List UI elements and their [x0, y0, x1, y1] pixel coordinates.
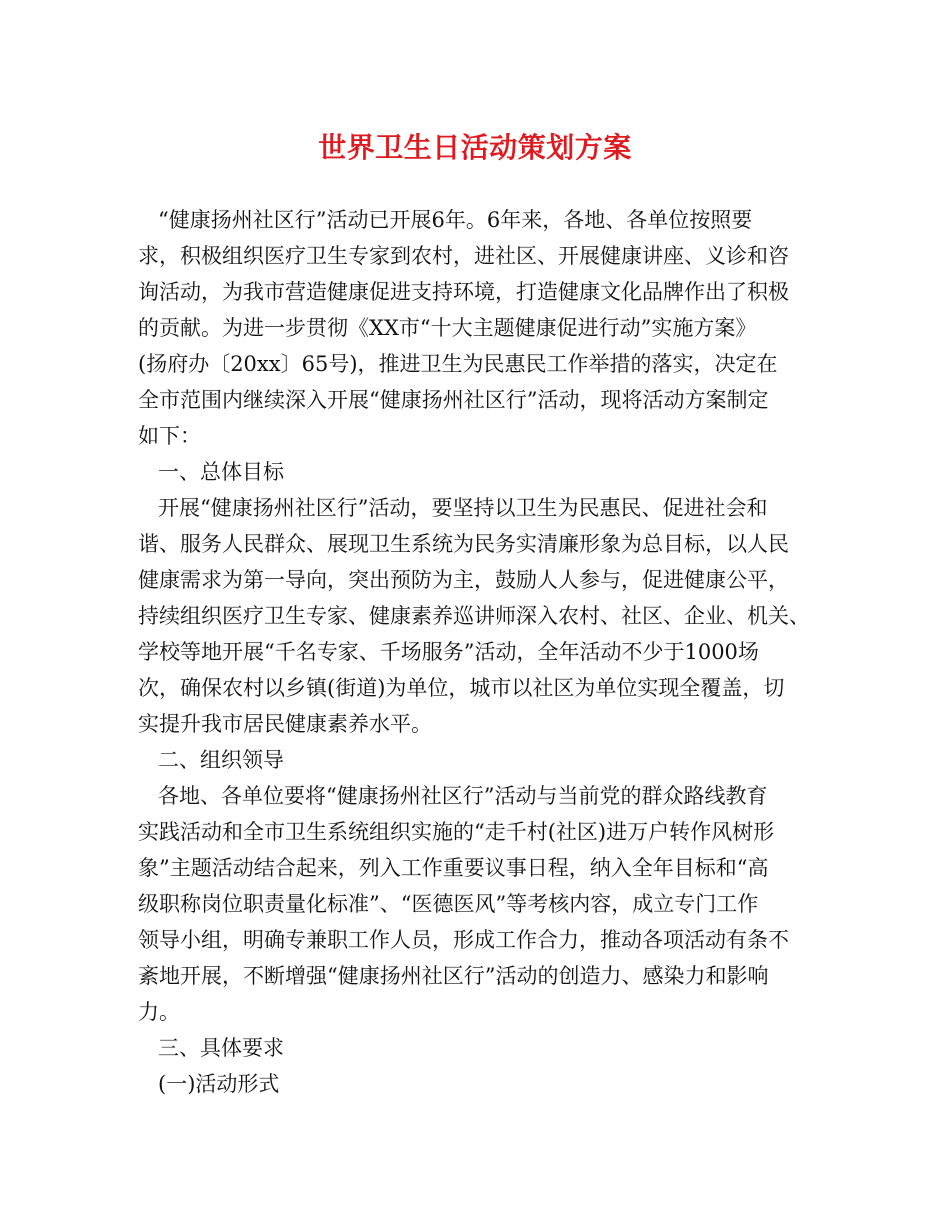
paragraph-line: 询活动，为我市营造健康促进支持环境，打造健康文化品牌作出了积极	[138, 280, 789, 304]
paragraph-line: 全市范围内继续深入开展“健康扬州社区行”活动，现将活动方案制定	[138, 388, 769, 412]
paragraph-line: (扬府办〔20xx〕65号)，推进卫生为民惠民工作举措的落实，决定在	[138, 352, 778, 376]
paragraph-line: 谐、服务人民群众、展现卫生系统为民务实清廉形象为总目标，以人民	[138, 532, 789, 556]
section-heading: 三、具体要求	[158, 1036, 284, 1060]
subsection-heading: (一)活动形式	[158, 1072, 280, 1096]
paragraph-line: 如下：	[138, 424, 201, 448]
paragraph-line: 实践活动和全市卫生系统组织实施的“走千村(社区)进万户转作风树形	[138, 820, 775, 844]
paragraph-line: 持续组织医疗卫生专家、健康素养巡讲师深入农村、社区、企业、机关、	[138, 604, 810, 628]
paragraph-line: “健康扬州社区行”活动已开展6年。6年来，各地、各单位按照要	[158, 208, 753, 232]
paragraph-line: 求，积极组织医疗卫生专家到农村，进社区、开展健康讲座、义诊和咨	[138, 244, 789, 268]
section-heading: 二、组织领导	[158, 748, 284, 772]
paragraph-line: 级职称岗位职责量化标准”、“医德医风”等考核内容，成立专门工作	[138, 892, 759, 916]
section-heading: 一、总体目标	[158, 460, 284, 484]
paragraph-line: 健康需求为第一导向，突出预防为主，鼓励人人参与，促进健康公平，	[138, 568, 789, 592]
paragraph-line: 开展“健康扬州社区行”活动，要坚持以卫生为民惠民、促进社会和	[158, 496, 768, 520]
document-title: 世界卫生日活动策划方案	[318, 131, 632, 164]
paragraph-line: 紊地开展，不断增强“健康扬州社区行”活动的创造力、感染力和影响	[138, 964, 769, 988]
paragraph-line: 的贡献。为进一步贯彻《XX市“十大主题健康促进行动”实施方案》	[138, 316, 757, 340]
paragraph-line: 实提升我市居民健康素养水平。	[138, 712, 432, 736]
paragraph-line: 力。	[138, 1000, 180, 1024]
paragraph-line: 各地、各单位要将“健康扬州社区行”活动与当前党的群众路线教育	[158, 784, 768, 808]
paragraph-line: 象”主题活动结合起来，列入工作重要议事日程，纳入全年目标和“高	[138, 856, 769, 880]
paragraph-line: 次，确保农村以乡镇(街道)为单位，城市以社区为单位实现全覆盖，切	[138, 676, 785, 700]
paragraph-line: 学校等地开展“千名专家、千场服务”活动，全年活动不少于1000场	[138, 640, 759, 664]
paragraph-line: 领导小组，明确专兼职工作人员，形成工作合力，推动各项活动有条不	[138, 928, 789, 952]
